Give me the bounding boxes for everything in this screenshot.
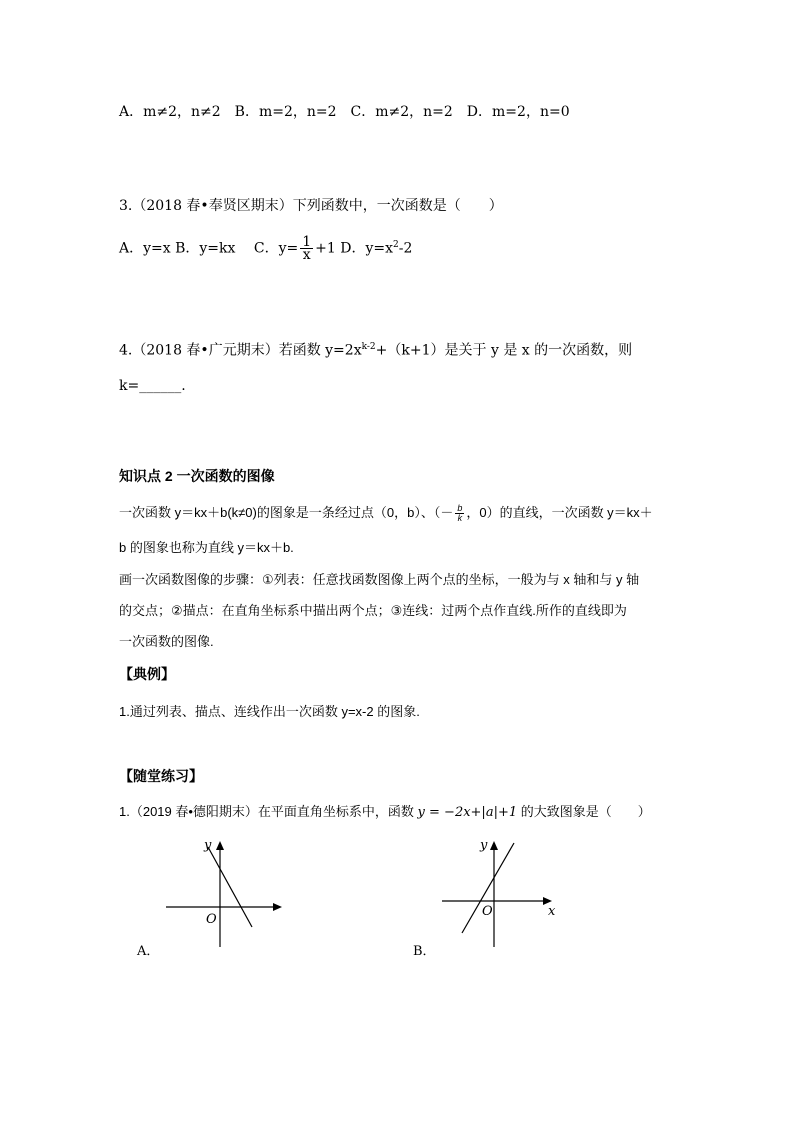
kp2-def-b: ，0）的直线，一次函数 y＝kx＋ <box>466 505 653 520</box>
graph-b-y-label: y <box>480 838 488 853</box>
practice-header: 【随堂练习】 <box>119 768 203 784</box>
kp2-steps-1: 画一次函数图像的步骤：①列表：任意找函数图像上两个点的坐标，一般为与 x 轴和与 y 轴 <box>119 572 640 587</box>
kp2-title: 知识点 2 一次函数的图像 <box>119 468 275 484</box>
q4-line1 <box>119 337 632 361</box>
q3-exp: 2 <box>393 240 399 250</box>
q3-fraction <box>300 234 313 264</box>
kp2-frac-num: b <box>457 503 463 514</box>
q3-options <box>119 228 412 262</box>
kp2-fraction <box>455 504 464 523</box>
practice-q1-a: 1.（2019 春•德阳期末）在平面直角坐标系中，函数 <box>119 804 418 819</box>
example-header: 【典例】 <box>119 666 175 682</box>
graph-b-function-line <box>462 843 514 933</box>
q3-opt-ab: A．y=x B．y=kx C．y= <box>119 240 299 257</box>
graph-b-y-arrow <box>490 841 498 850</box>
q2-options: A．m≠2，n≠2 B．m=2，n=2 C．m≠2，n=2 D．m=2，n=0 <box>119 104 570 120</box>
graph-a-y-label: y <box>204 838 212 853</box>
graph-b-x-label: x <box>548 904 556 919</box>
graph-b-origin: O <box>482 904 493 919</box>
q4-line1-b: +（k+1）是关于 y 是 x 的一次函数，则 <box>375 342 633 359</box>
graph-b-label: B． <box>413 944 436 959</box>
q4-exp: k-2 <box>361 342 376 352</box>
example-q1: 1.通过列表、描点、连线作出一次函数 y=x-2 的图象. <box>119 704 420 719</box>
q3-opt-d-tail: -2 <box>398 240 413 257</box>
practice-q1-b: 的大致图象是（ ） <box>517 804 651 819</box>
kp2-definition <box>119 500 653 526</box>
graph-a <box>160 835 290 955</box>
q3-frac-den: x <box>302 247 311 264</box>
q4-line2: k=______. <box>119 378 186 394</box>
graph-a-label: A． <box>137 944 160 959</box>
graph-a-x-arrow <box>273 903 282 911</box>
kp2-def-a: 一次函数 y＝kx＋b(k≠0)的图象是一条经过点（0，b）、（－ <box>119 505 454 520</box>
graph-b <box>436 835 566 955</box>
q3-opt-c-tail: +1 D．y=x <box>315 240 393 257</box>
practice-formula: y = −2x+|a|+1 <box>417 805 518 820</box>
q3-stem: 3.（2018 春•奉贤区期末）下列函数中，一次函数是（ ） <box>119 198 503 214</box>
kp2-frac-den: k <box>457 513 463 524</box>
kp2-steps-3: 一次函数的图像. <box>119 634 214 649</box>
q3-frac-num: 1 <box>302 234 312 251</box>
q4-line1-a: 4.（2018 春•广元期末）若函数 y=2x <box>119 342 362 359</box>
kp2-steps-2: 的交点；②描点：在直角坐标系中描出两个点；③连线：过两个点作直线.所作的直线即为 <box>119 603 627 618</box>
graph-a-origin: O <box>206 912 217 927</box>
graph-a-y-arrow <box>216 841 224 850</box>
practice-q1 <box>119 802 651 823</box>
kp2-def-line2: b 的图象也称为直线 y＝kx＋b. <box>119 540 294 555</box>
